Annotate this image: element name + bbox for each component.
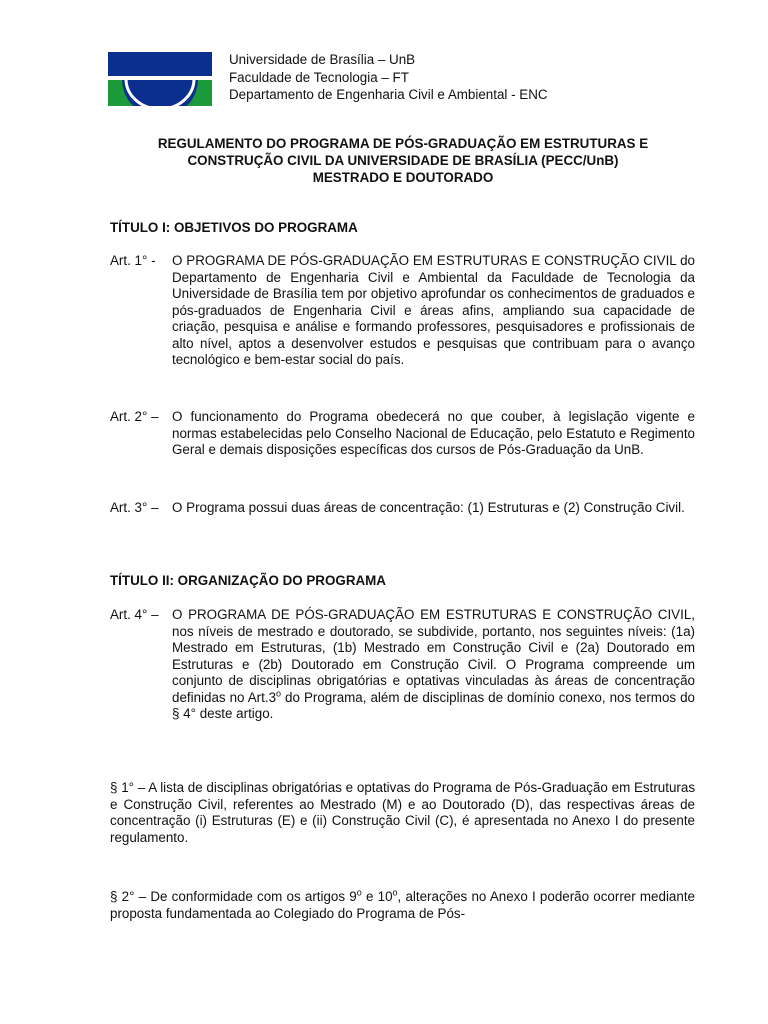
article-1-text: O PROGRAMA DE PÓS-GRADUAÇÃO EM ESTRUTURAS E CONSTRUÇÃO CIVIL do Departamento de Engenharia Civil e Ambiental da Faculdade de Tecnologia da Universidade de Brasília tem por objetivo aprofundar os conhecimentos de graduados e pós-graduados de Engenharia Civil e áreas afins, ampliando sua capacidade de criação, pesquisa e análise e formando professores, pesquisadores e profissionais de alto nível, aptos a desenvolver estudos e pesquisas que contribuam para o avanço tecnológico e bem-estar social do país. xyxy=(172,253,695,367)
institution-header xyxy=(229,51,548,104)
paragraph-1-text: A lista de disciplinas obrigatórias e optativas do Programa de Pós-Graduação em Estruturas e Construção Civil, referentes ao Mestrado (M) e ao Doutorado (D), das respectivas áreas de concentração (i) Estruturas (E) e (ii) Construção Civil (C), é apresentada no Anexo I do presente regulamento. xyxy=(110,780,696,845)
paragraph-2-sup-a: o xyxy=(356,887,362,898)
title-line-1: REGULAMENTO DO PROGRAMA DE PÓS-GRADUAÇÃO EM ESTRUTURAS E xyxy=(157,136,649,151)
paragraph-1-label: § 1° – xyxy=(110,780,146,795)
paragraph-1 xyxy=(110,780,695,846)
header-faculty: Faculdade de Tecnologia – FT xyxy=(229,69,409,85)
paragraph-2-text-c: , alterações no Anexo I poderão ocorrer mediante proposta fundamentada ao Colegiado do Programa de Pós- xyxy=(110,889,695,921)
document-title xyxy=(112,135,694,186)
article-4 xyxy=(110,607,695,723)
article-4-text-b: do Programa, além de disciplinas de domínio conexo, nos termos do § 4° deste artigo. xyxy=(172,689,695,721)
article-4-text xyxy=(172,607,695,723)
article-3 xyxy=(110,500,695,517)
article-1 xyxy=(110,253,695,369)
article-2-text: O funcionamento do Programa obedecerá no que couber, à legislação vigente e normas estabelecidas pelo Conselho Nacional de Educação, pelo Estatuto e Regimento Geral e demais disposições específicas dos cursos de Pós-Graduação da UnB. xyxy=(172,409,695,457)
article-3-label: Art. 3° – xyxy=(110,500,159,515)
article-4-text-a: O PROGRAMA DE PÓS-GRADUAÇÃO EM ESTRUTURAS E CONSTRUÇÃO CIVIL, nos níveis de mestrado e doutorado, se subdivide, portanto, nos seguintes níveis: (1a) Mestrado em Estruturas, (1b) Mestrado em Construção Civil e (2a) Doutorado em Estruturas e (2b) Doutorado em Construção Civil. O Programa compreende um conjunto de disciplinas obrigatórias e optativas vinculadas às áreas de concentração definidas no Art.3 xyxy=(172,607,695,705)
title-line-3: MESTRADO E DOUTORADO xyxy=(312,170,494,185)
header-department: Departamento de Engenharia Civil e Ambiental - ENC xyxy=(229,87,548,102)
article-4-label: Art. 4° – xyxy=(110,607,159,622)
title-line-2: CONSTRUÇÃO CIVIL DA UNIVERSIDADE DE BRASÍLIA (PECC/UnB) xyxy=(187,153,619,168)
unb-logo-icon xyxy=(108,52,212,106)
article-4-sup: o xyxy=(276,688,282,699)
article-3-text: O Programa possui duas áreas de concentração: (1) Estruturas e (2) Construção Civil. xyxy=(172,500,685,515)
paragraph-2-sup-b: o xyxy=(392,887,398,898)
paragraph-2-text-b: e 10 xyxy=(361,889,393,904)
article-1-label: Art. 1° - xyxy=(110,253,156,268)
section-heading-1: TÍTULO I: OBJETIVOS DO PROGRAMA xyxy=(110,220,358,235)
article-2 xyxy=(110,409,695,459)
paragraph-2-text-a: De conformidade com os artigos 9 xyxy=(150,889,357,904)
paragraph-2-label: § 2° – xyxy=(110,889,147,904)
paragraph-2 xyxy=(110,889,695,922)
header-university: Universidade de Brasília – UnB xyxy=(229,52,416,67)
article-2-label: Art. 2° – xyxy=(110,409,159,424)
section-heading-2: TÍTULO II: ORGANIZAÇÃO DO PROGRAMA xyxy=(110,573,386,588)
